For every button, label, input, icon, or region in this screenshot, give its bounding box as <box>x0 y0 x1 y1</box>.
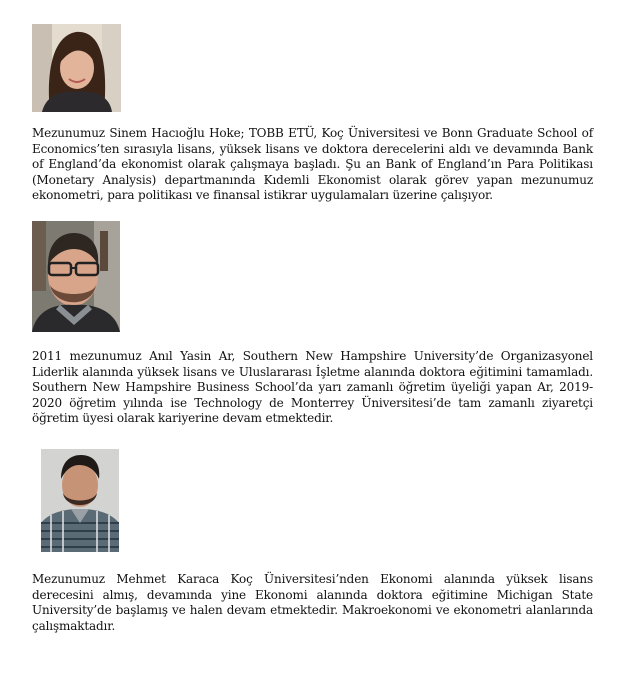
alumni-photo-anil <box>32 221 120 332</box>
alumni-bio-text: Mezunumuz Sinem Hacıoğlu Hoke; TOBB ETÜ, Koç Üniversitesi ve Bonn Graduate School of Economics’ten sırasıyla lisans, yüksek lisans ve doktora derecelerini aldı ve devamında Bank of England’da ekonomist olarak çalışmaya başladı. Şu an Bank of England’ın Para Politikası (Monetary Analysis) departmanında Kıdemli Ekonomist olarak görev yapan mezunumuz ekonometri, para politikası ve finansal istikrar uygulamaları üzerine çalışıyor. <box>32 126 593 202</box>
alumni-bio-text: Mezunumuz Mehmet Karaca Koç Üniversitesi’nden Ekonomi alanında yüksek lisans derecesini almış, devamında yine Ekonomi alanında doktora eğitimine Michigan State University’de başlamış ve halen devam etmektedir. Makroekonomi ve ekonometri alanlarında çalışmaktadır. <box>32 572 593 633</box>
alumni-photo-sinem <box>32 24 121 112</box>
alumni-bio-text: 2011 mezunumuz Anıl Yasin Ar, Southern New Hampshire University’de Organizasyonel Liderlik alanında yüksek lisans ve Uluslararası İşletme alanında doktora eğitimini tamamladı. Southern New Hampshire Business School’da yarı zamanlı öğretim üyeliği yapan Ar, 2019-2020 öğretim yılında ise Technology de Monterrey Üniversitesi’de tam zamanlı ziyaretçi öğretim üyesi olarak kariyerine devam etmektedir. <box>32 349 593 425</box>
alumni-photo-mehmet <box>41 449 119 552</box>
